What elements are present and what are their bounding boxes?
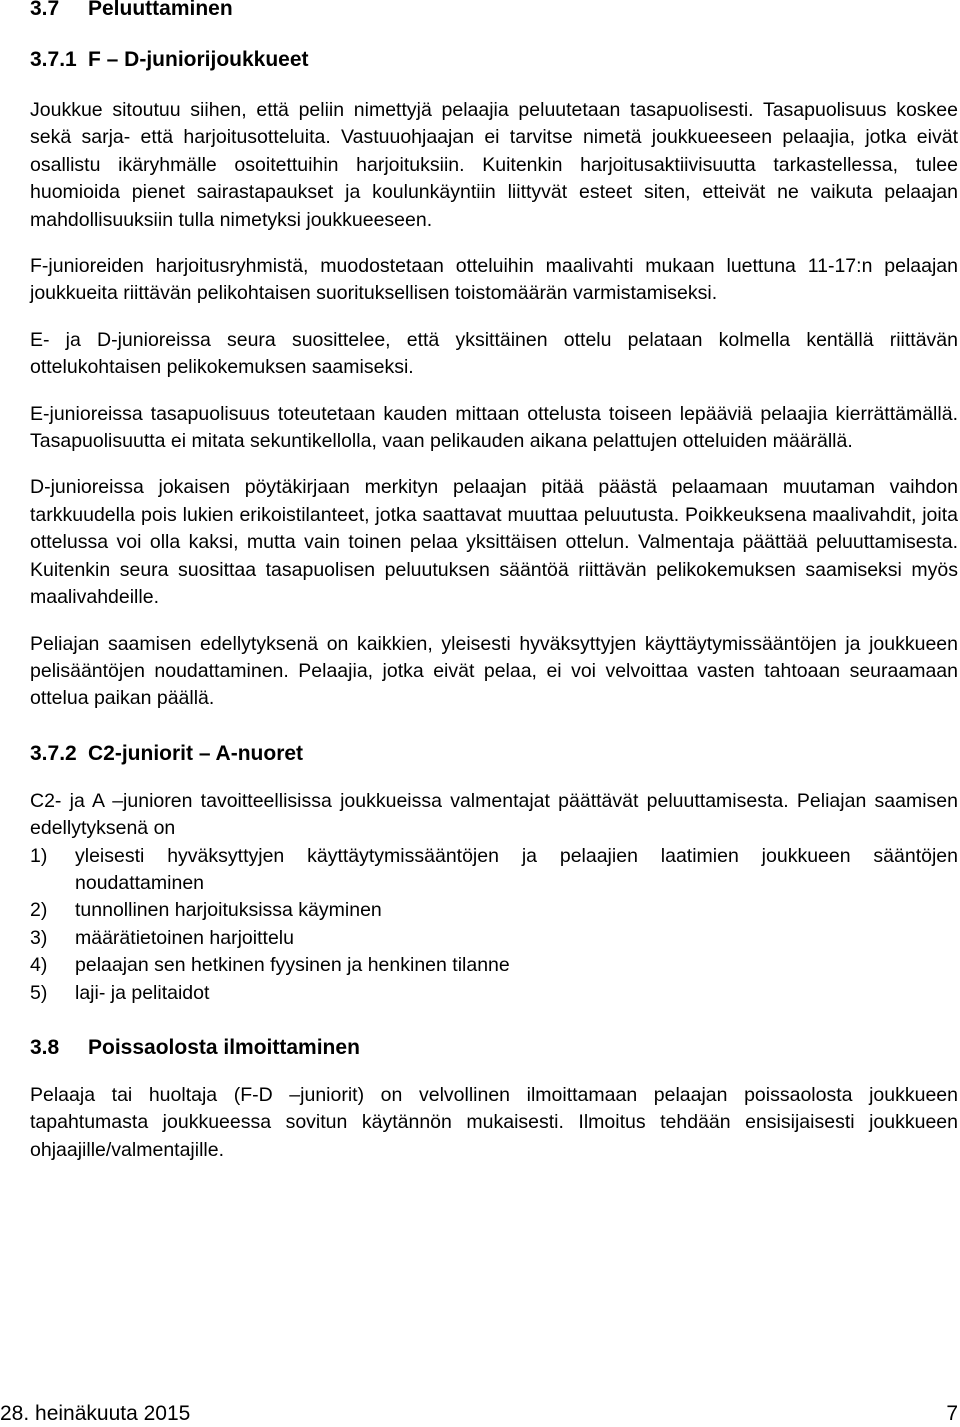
- section-heading-3-7: [30, 0, 958, 22]
- list-marker: 5): [30, 981, 48, 1004]
- paragraph: E-junioreissa tasapuolisuus toteutetaan kauden mittaan ottelusta toiseen lepääviä pelaajia kierrättämällä. Tasapuolisuutta ei mitata sekuntikellolla, vaan pelikauden aikana pelattujen otteluiden määrällä.: [30, 402, 958, 453]
- page-footer: [0, 1401, 958, 1427]
- section-heading-3-8: [30, 1034, 958, 1061]
- paragraph: Pelaaja tai huoltaja (F-D –juniorit) on velvollinen ilmoittamaan pelaajan poissaolosta joukkueen tapahtumasta joukkueessa sovitun käytännön mukaisesti. Ilmoitus tehdään ensisijaisesti joukkueen ohjaajille/valmentajille.: [30, 1083, 958, 1161]
- section-number: 3.8: [30, 1035, 60, 1059]
- section-title: Peluuttaminen: [88, 0, 233, 20]
- list-marker: 2): [30, 899, 48, 922]
- subsection-heading-3-7-1: [30, 46, 958, 73]
- paragraph: E- ja D-junioreissa seura suosittelee, että yksittäinen ottelu pelataan kolmella kentällä riittävän ottelukohtaisen pelikokemuksen saamiseksi.: [30, 328, 958, 379]
- paragraph: D-junioreissa jokaisen pöytäkirjaan merkityn pelaajan pitää päästä pelaamaan muutaman vaihdon tarkkuudella pois lukien erikoistilanteet, jotka saattavat muuttaa peluutusta. Poikkeuksena maalivahdit, joita ottelussa voi olla kaksi, mutta vain toinen pelaa yksittäisen ottelun. Valmentaja päättää peluuttamisesta. Kuitenkin seura suosittaa tasapuolisen peluutuksen sääntöä riittävän pelikokemuksen saamiseksi myös maalivahdeille.: [30, 476, 958, 609]
- list-item-text: laji- ja pelitaidot: [75, 981, 210, 1004]
- list-item-text: määrätietoinen harjoittelu: [75, 926, 294, 949]
- subsection-number: 3.7.2: [30, 741, 77, 765]
- list-marker: 3): [30, 926, 48, 949]
- list-item: [30, 897, 958, 924]
- list-item-text: pelaajan sen hetkinen fyysinen ja henkinen tilanne: [75, 954, 510, 977]
- list-marker: 1): [30, 844, 48, 867]
- subsection-title: F – D-juniorijoukkueet: [88, 48, 309, 71]
- section-title: Poissaolosta ilmoittaminen: [88, 1035, 360, 1059]
- page-number: 7: [946, 1402, 958, 1425]
- document-page: [30, 0, 958, 1164]
- list-item-text: yleisesti hyväksyttyjen käyttäytymissääntöjen ja pelaajien laatimien joukkueen sääntöjen noudattaminen: [75, 844, 958, 894]
- list-item: [30, 952, 958, 979]
- subsection-title: C2-juniorit – A-nuoret: [88, 741, 304, 765]
- subsection-heading-3-7-2: [30, 740, 958, 767]
- section-number: 3.7: [30, 0, 60, 20]
- list-item-text: tunnollinen harjoituksissa käyminen: [75, 899, 382, 922]
- list-item: [30, 980, 958, 1007]
- paragraph: F-junioreiden harjoitusryhmistä, muodostetaan otteluihin maalivahti mukaan luettuna 11-17:n pelaajan joukkueita riittävän pelikohtaisen suorituksellisen toistomäärän varmistamiseksi.: [30, 255, 958, 305]
- requirements-list: [30, 843, 958, 1007]
- list-marker: 4): [30, 954, 48, 977]
- paragraph: Joukkue sitoutuu siihen, että peliin nimettyjä pelaajia peluutetaan tasapuolisesti. Tasapuolisuus koskee sekä sarja- että harjoitusotteluita. Vastuuohjaajan ei tarvitse nimetä joukkueeseen pelaajia, jotka eivät osallistu ikäryhmälle osoitettuihin harjoituksiin. Kuitenkin harjoitusaktiivisuutta tarkastellessa, tulee huomioida pienet sairastapaukset ja koulunkäyntiin liittyvät esteet siten, etteivät ne vaikuta pelaajan mahdollisuuksiin tulla nimetyksi joukkueeseen.: [30, 99, 958, 231]
- subsection-number: 3.7.1: [30, 48, 77, 71]
- paragraph: Peliajan saamisen edellytyksenä on kaikkien, yleisesti hyväksyttyjen käyttäytymissääntöjen ja joukkueen pelisääntöjen noudattaminen. Pelaajia, jotka eivät pelaa, ei voi velvoittaa vasten tahtoaan seuraamaan ottelua paikan päällä.: [30, 632, 958, 710]
- list-item: [30, 843, 958, 898]
- footer-date: 28. heinäkuuta 2015: [0, 1402, 191, 1425]
- paragraph: C2- ja A –junioren tavoitteellisissa joukkueissa valmentajat päättävät peluuttamisesta. Peliajan saamisen edellytyksenä on: [30, 789, 958, 840]
- list-item: [30, 925, 958, 952]
